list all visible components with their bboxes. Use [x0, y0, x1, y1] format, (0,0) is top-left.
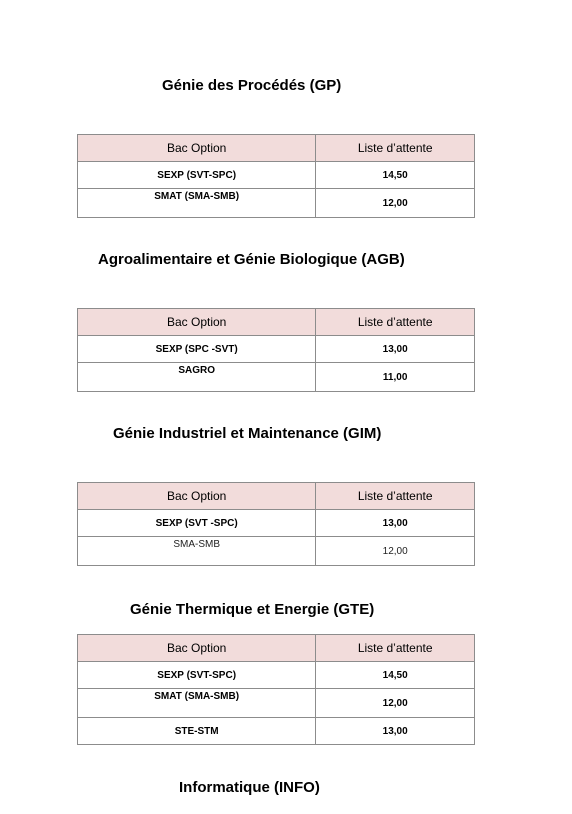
- bac-option-cell: SEXP (SPC -SVT): [78, 336, 316, 363]
- table-row: [78, 537, 475, 566]
- bac-option-cell: SAGRO: [78, 363, 316, 392]
- table-row: [78, 689, 475, 718]
- table-header-row: [78, 635, 475, 662]
- header-liste-attente: Liste d’attente: [316, 635, 475, 662]
- table-row: [78, 510, 475, 537]
- header-liste-attente: Liste d’attente: [316, 483, 475, 510]
- header-bac-option: Bac Option: [78, 483, 316, 510]
- section-title-gte: Génie Thermique et Energie (GTE): [130, 601, 375, 618]
- bac-option-cell: SEXP (SVT-SPC): [78, 162, 316, 189]
- table-row: [78, 189, 475, 218]
- bac-option-cell: SMAT (SMA-SMB): [78, 689, 316, 718]
- table-row: [78, 336, 475, 363]
- score-cell: 14,50: [316, 662, 475, 689]
- bac-option-cell: SMAT (SMA-SMB): [78, 189, 316, 218]
- table-header-row: [78, 309, 475, 336]
- table-gte: [77, 634, 475, 745]
- bac-option-cell: SMA-SMB: [78, 537, 316, 566]
- table-agb: [77, 308, 475, 392]
- section-title-info: Informatique (INFO): [179, 779, 320, 796]
- table-row: [78, 162, 475, 189]
- table-row: [78, 662, 475, 689]
- header-liste-attente: Liste d’attente: [316, 135, 475, 162]
- table-row: [78, 718, 475, 745]
- table-gp: [77, 134, 475, 218]
- score-cell: 12,00: [316, 689, 475, 718]
- table-gim: [77, 482, 475, 566]
- bac-option-cell: SEXP (SVT-SPC): [78, 662, 316, 689]
- header-bac-option: Bac Option: [78, 635, 316, 662]
- section-title-gim: Génie Industriel et Maintenance (GIM): [113, 425, 382, 442]
- score-cell: 13,00: [316, 336, 475, 363]
- score-cell: 11,00: [316, 363, 475, 392]
- header-liste-attente: Liste d’attente: [316, 309, 475, 336]
- section-title-agb: Agroalimentaire et Génie Biologique (AGB): [98, 251, 405, 268]
- score-cell: 14,50: [316, 162, 475, 189]
- bac-option-cell: SEXP (SVT -SPC): [78, 510, 316, 537]
- header-bac-option: Bac Option: [78, 309, 316, 336]
- score-cell: 12,00: [316, 537, 475, 566]
- score-cell: 13,00: [316, 718, 475, 745]
- score-cell: 13,00: [316, 510, 475, 537]
- section-title-gp: Génie des Procédés (GP): [162, 77, 342, 94]
- bac-option-cell: STE-STM: [78, 718, 316, 745]
- score-cell: 12,00: [316, 189, 475, 218]
- table-header-row: [78, 135, 475, 162]
- table-row: [78, 363, 475, 392]
- header-bac-option: Bac Option: [78, 135, 316, 162]
- table-header-row: [78, 483, 475, 510]
